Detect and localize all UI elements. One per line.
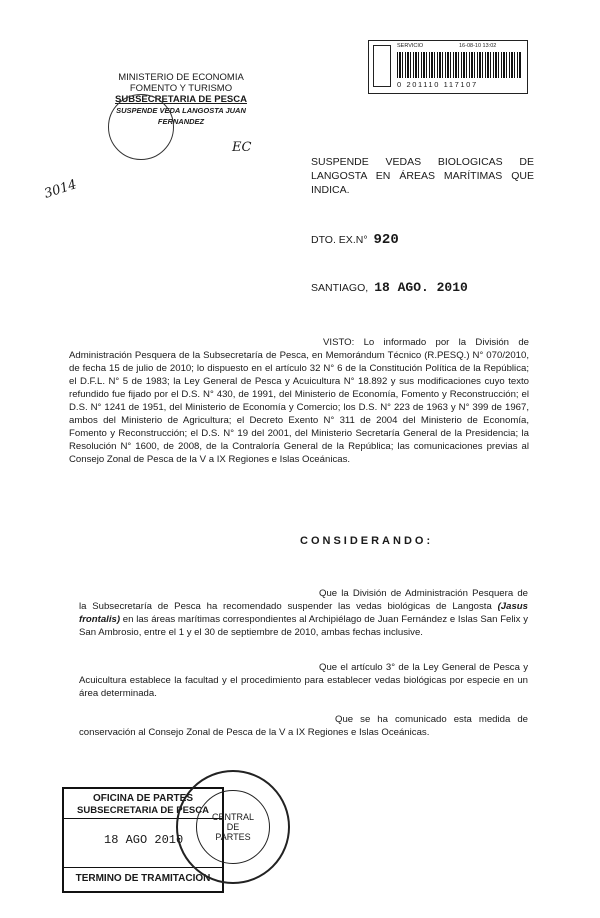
visto-paragraph: VISTO: Lo informado por la División de Administración Pesquera de la Subsecretaría de Pesca, en Memorándum Técnico (R.PESQ.) N° 070/2010, de fecha 15 de julio de 2010; lo dispuesto en el artículo 32 N° 6 de la Constitución Política de la República; el D.F.L. N° 5 de 1983; la Ley General de Pesca y Acuicultura N° 18.892 y sus modificaciones cuyo texto refundido fue fijado por el D.S. N° 430, de 1991, del Ministerio de Economía, Fomento y Reconstrucción; el D.S. N° 1241 de 1951, del Ministerio de Economía y Comercio; los D.S. N° 223 de 1963 y N° 399 de 1967, ambos del Ministerio de Agricultura; el Decreto Exento N° 311 de 2004 del Ministerio de Economía, Fomento y Reconstrucción; el D.S. N° 19 del 2001, del Ministerio Secretaría General de la Presidencia; la Resolución N° 1600, de 2008, de la Contraloría General de la República; las comunicaciones previas al Consejo Zonal de Pesca de la V a IX Regiones e Islas Oceánicas.: [69, 337, 529, 465]
c1-text-before: Que la División de Administración Pesquera de la Subsecretaría de Pesca ha recomendado suspender las vedas biológicas de Langosta: [79, 588, 528, 612]
decree-date: 18 AGO. 2010: [374, 280, 468, 295]
considerando-paragraph-1: [79, 587, 528, 639]
decree-number: 920: [373, 232, 399, 248]
seal-text: CENTRAL DE PARTES: [211, 812, 254, 842]
stamp-title: OFICINA DE PARTES: [92, 793, 193, 804]
barcode-caption-right: 16-08-10 13:02: [459, 43, 497, 49]
barcode-label: [368, 40, 528, 94]
place-label: SANTIAGO,: [311, 282, 369, 294]
handwritten-number: 3014: [42, 177, 79, 202]
ministry-line1: MINISTERIO DE ECONOMIA: [118, 72, 244, 83]
ministry-line2: FOMENTO Y TURISMO: [129, 83, 233, 94]
document-title: SUSPENDE VEDAS BIOLOGICAS DE LANGOSTA EN ÁREAS MARÍTIMAS QUE INDICA.: [311, 156, 534, 196]
species-name: (Jasus frontalis): [79, 601, 528, 625]
stamp-footer: TERMINO DE TRAMITACION: [75, 873, 211, 884]
stamp-date: 18 AGO 2010: [104, 833, 184, 847]
handwritten-initials: EC: [232, 140, 252, 155]
central-partes-seal: [176, 770, 290, 884]
logo-icon: [373, 45, 391, 87]
subsecretaria-label: SUBSECRETARIA DE PESCA: [115, 94, 247, 105]
place-date-line: [311, 280, 468, 295]
decree-label: DTO. EX.N°: [311, 234, 368, 246]
ministry-round-seal: [108, 94, 174, 160]
considerando-paragraph-2: Que el artículo 3° de la Ley General de Pesca y Acuicultura establece la facultad y el procedimiento para establecer vedas biológicas por especie en un área determinada.: [79, 662, 528, 699]
considerando-paragraph-3: Que se ha comunicado esta medida de conservación al Consejo Zonal de Pesca de la V a IX Regiones e Islas Oceánicas.: [79, 714, 528, 738]
decree-number-line: [311, 232, 399, 248]
barcode-caption-left: SERVICIO: [397, 43, 424, 49]
c1-text-after: en las áreas marítimas correspondientes al Archipiélago de Juan Fernández e Islas San Felix y San Ambrosio, entre el 1 y el 30 de septiembre de 2010, ambas fechas inclusive.: [79, 614, 528, 638]
reference-line: SUSPENDE VEDA LANGOSTA JUAN FERNANDEZ: [116, 106, 246, 126]
considerando-heading: CONSIDERANDO:: [300, 535, 434, 547]
barcode-icon: [397, 52, 521, 78]
stamp-subtitle: SUBSECRETARIA DE PESCA: [77, 805, 209, 816]
barcode-number: 0 201110 117107: [397, 80, 478, 89]
